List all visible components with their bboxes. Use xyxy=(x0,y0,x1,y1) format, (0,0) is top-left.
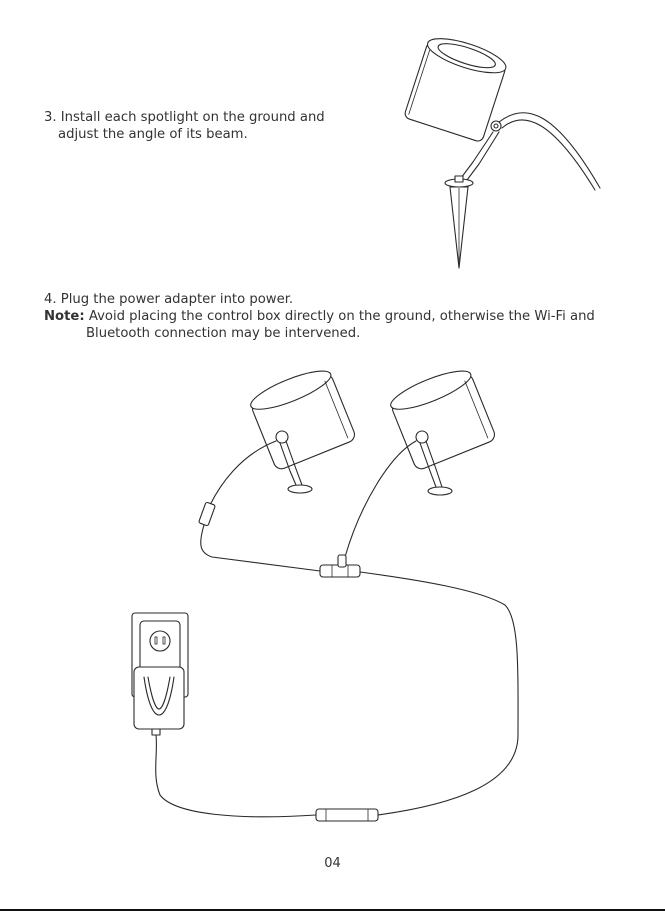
step3-line2: adjust the angle of its beam. xyxy=(58,127,248,142)
spotlight-stake-illustration xyxy=(395,40,610,275)
note-block xyxy=(44,308,595,342)
adapter-cable xyxy=(156,735,316,817)
wiring-illustration xyxy=(120,375,540,835)
step4-text: 4. Plug the power adapter into power. xyxy=(44,292,294,307)
control-box xyxy=(316,809,378,821)
page-bottom-rule xyxy=(0,909,665,911)
note-line1: Avoid placing the control box directly on the ground, otherwise the Wi-Fi and xyxy=(88,309,595,324)
spotlight-right xyxy=(387,364,497,495)
inline-connector xyxy=(199,502,216,526)
spotlight-left xyxy=(247,364,357,493)
note-label: Note: xyxy=(44,309,85,324)
spotlight-cable xyxy=(499,113,600,188)
step3-text xyxy=(44,109,325,143)
cable-right-light xyxy=(345,441,416,557)
cable-left-light xyxy=(210,441,276,505)
main-cable xyxy=(360,572,518,815)
spotlight-knuckle xyxy=(491,121,501,131)
power-adapter xyxy=(134,667,184,735)
step3-line1: 3. Install each spotlight on the ground and xyxy=(44,110,325,125)
note-line2: Bluetooth connection may be intervened. xyxy=(86,326,361,341)
t-splitter xyxy=(320,555,360,577)
page-number: 04 xyxy=(324,856,341,871)
